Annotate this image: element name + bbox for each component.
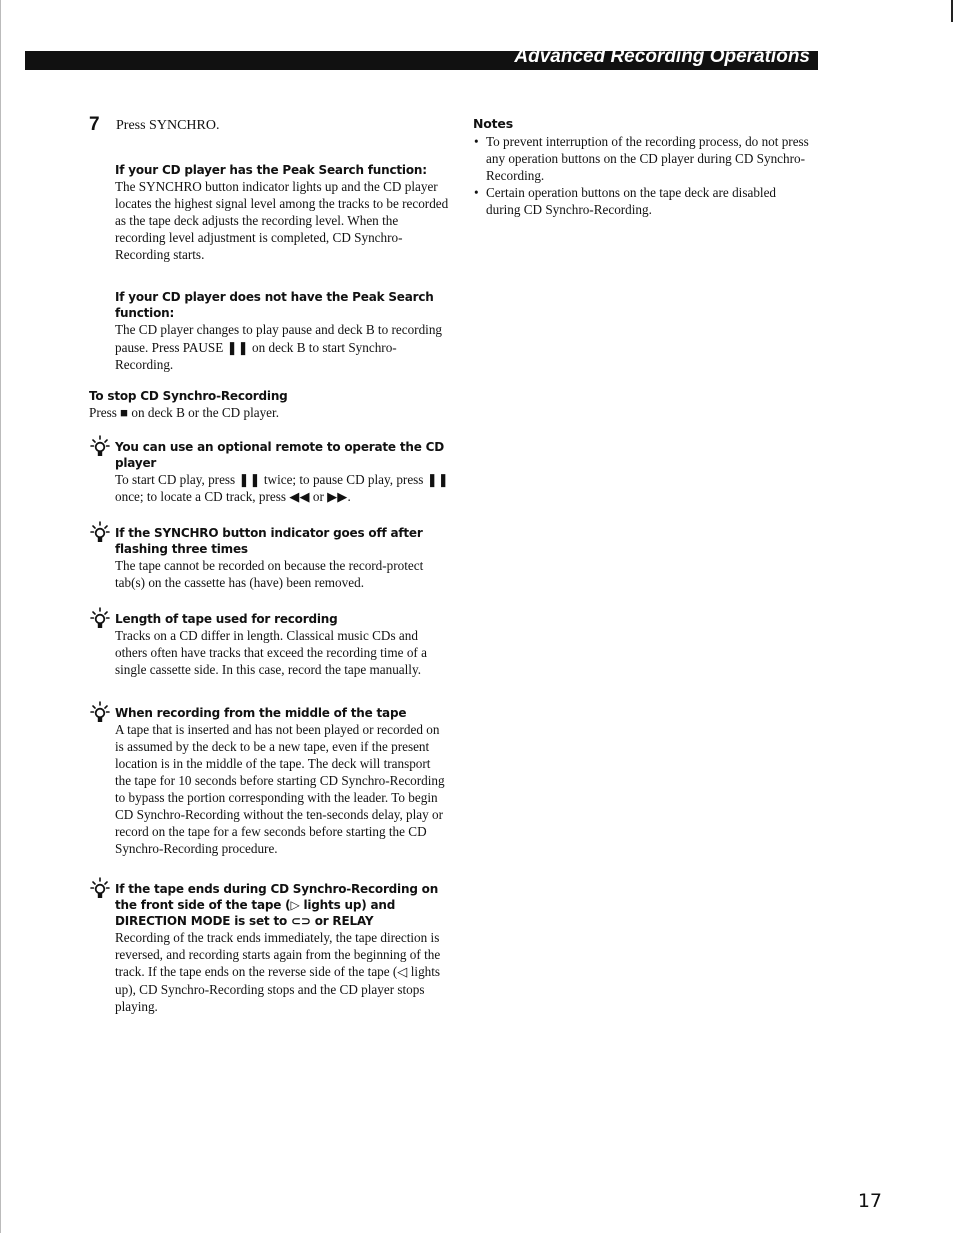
notes-heading: Notes xyxy=(473,116,513,131)
stop-heading: To stop CD Synchro-Recording xyxy=(89,388,288,403)
tip-body: To start CD play, press ❚❚ twice; to pause CD play, press ❚❚ once; to locate a CD track, press ◀◀ or ▶▶. xyxy=(115,471,449,504)
note-item: • To prevent interruption of the recording process, do not press any operation buttons on the CD player during CD Synchro-Recording. xyxy=(473,133,813,184)
page-number: 17 xyxy=(857,1190,882,1212)
no-peak-search-body: The CD player changes to play pause and deck B to recording pause. Press PAUSE ❚❚ on deck B to start Synchro-Recording. xyxy=(115,322,443,372)
notes-section xyxy=(473,116,813,218)
tip-heading: Length of tape used for recording xyxy=(115,612,338,627)
tip-heading: If the SYNCHRO button indicator goes off after flashing three times xyxy=(115,526,423,557)
tip-body: A tape that is inserted and has not been played or recorded on is assumed by the deck to be a new tape, even if the present location is in the middle of the tape. The deck will transport the tape for 10 seconds before starting CD Synchro-Recording to bypass the portion corresponding with the leader. To begin CD Synchro-Recording without the ten-seconds delay, play or record on the tape for a few seconds before starting the CD Synchro-Recording procedure. xyxy=(115,721,445,857)
tip-middle-of-tape xyxy=(89,705,449,858)
lightbulb-tip-icon xyxy=(89,435,111,459)
no-peak-search-heading: If your CD player does not have the Peak Search function: xyxy=(115,290,434,321)
lightbulb-tip-icon xyxy=(89,701,111,725)
lightbulb-tip-icon xyxy=(89,521,111,545)
tip-remote xyxy=(89,439,449,505)
stop-section xyxy=(89,388,449,421)
tip-heading: If the tape ends during CD Synchro-Recording on the front side of the tape (▷ lights up) and DIRECTION MODE is set to ⊂⊃ or RELAY xyxy=(115,882,439,929)
tip-body: Recording of the track ends immediately, the tape direction is reversed, and recording starts again from the beginning of the track. If the tape ends on the reverse side of the tape (◁ lights up), CD Synchro-Recording stops and the CD player stops playing. xyxy=(115,930,441,1014)
stop-body: Press ■ on deck B or the CD player. xyxy=(89,404,279,420)
tip-synchro-indicator xyxy=(89,525,449,591)
step-number: 7 xyxy=(89,114,100,135)
tip-heading: When recording from the middle of the tape xyxy=(115,705,407,720)
lightbulb-tip-icon xyxy=(89,877,111,901)
lightbulb-tip-icon xyxy=(89,607,111,631)
tip-heading: You can use an optional remote to operate the CD player xyxy=(115,439,444,470)
left-column xyxy=(89,114,449,1015)
peak-search-body: The SYNCHRO button indicator lights up and the CD player locates the highest signal level among the tracks to be recorded as the tape deck adjusts the recording level. When the recording level adjustment is completed, CD Synchro-Recording starts. xyxy=(115,179,449,263)
step-7 xyxy=(89,114,449,142)
peak-search-heading: If your CD player has the Peak Search function: xyxy=(115,163,427,177)
section-header-bar xyxy=(25,46,818,70)
page-right-edge xyxy=(951,0,953,22)
note-item: • Certain operation buttons on the tape deck are disabled during CD Synchro-Recording. xyxy=(473,184,813,218)
page-left-edge xyxy=(0,0,1,1233)
notes-list xyxy=(473,133,813,218)
peak-search-section xyxy=(115,162,449,263)
no-peak-search-section xyxy=(115,289,449,372)
tip-tape-ends xyxy=(89,881,449,1014)
tip-body: Tracks on a CD differ in length. Classical music CDs and others often have tracks that exceed the recording time of a single cassette side. In this case, record the tape manually. xyxy=(115,628,427,678)
tip-body: The tape cannot be recorded on because the record-protect tab(s) on the cassette has (have) been removed. xyxy=(115,558,424,591)
section-header-title: Advanced Recording Operations xyxy=(514,46,810,67)
tip-tape-length xyxy=(89,611,449,678)
step-text: Press SYNCHRO. xyxy=(116,118,220,133)
